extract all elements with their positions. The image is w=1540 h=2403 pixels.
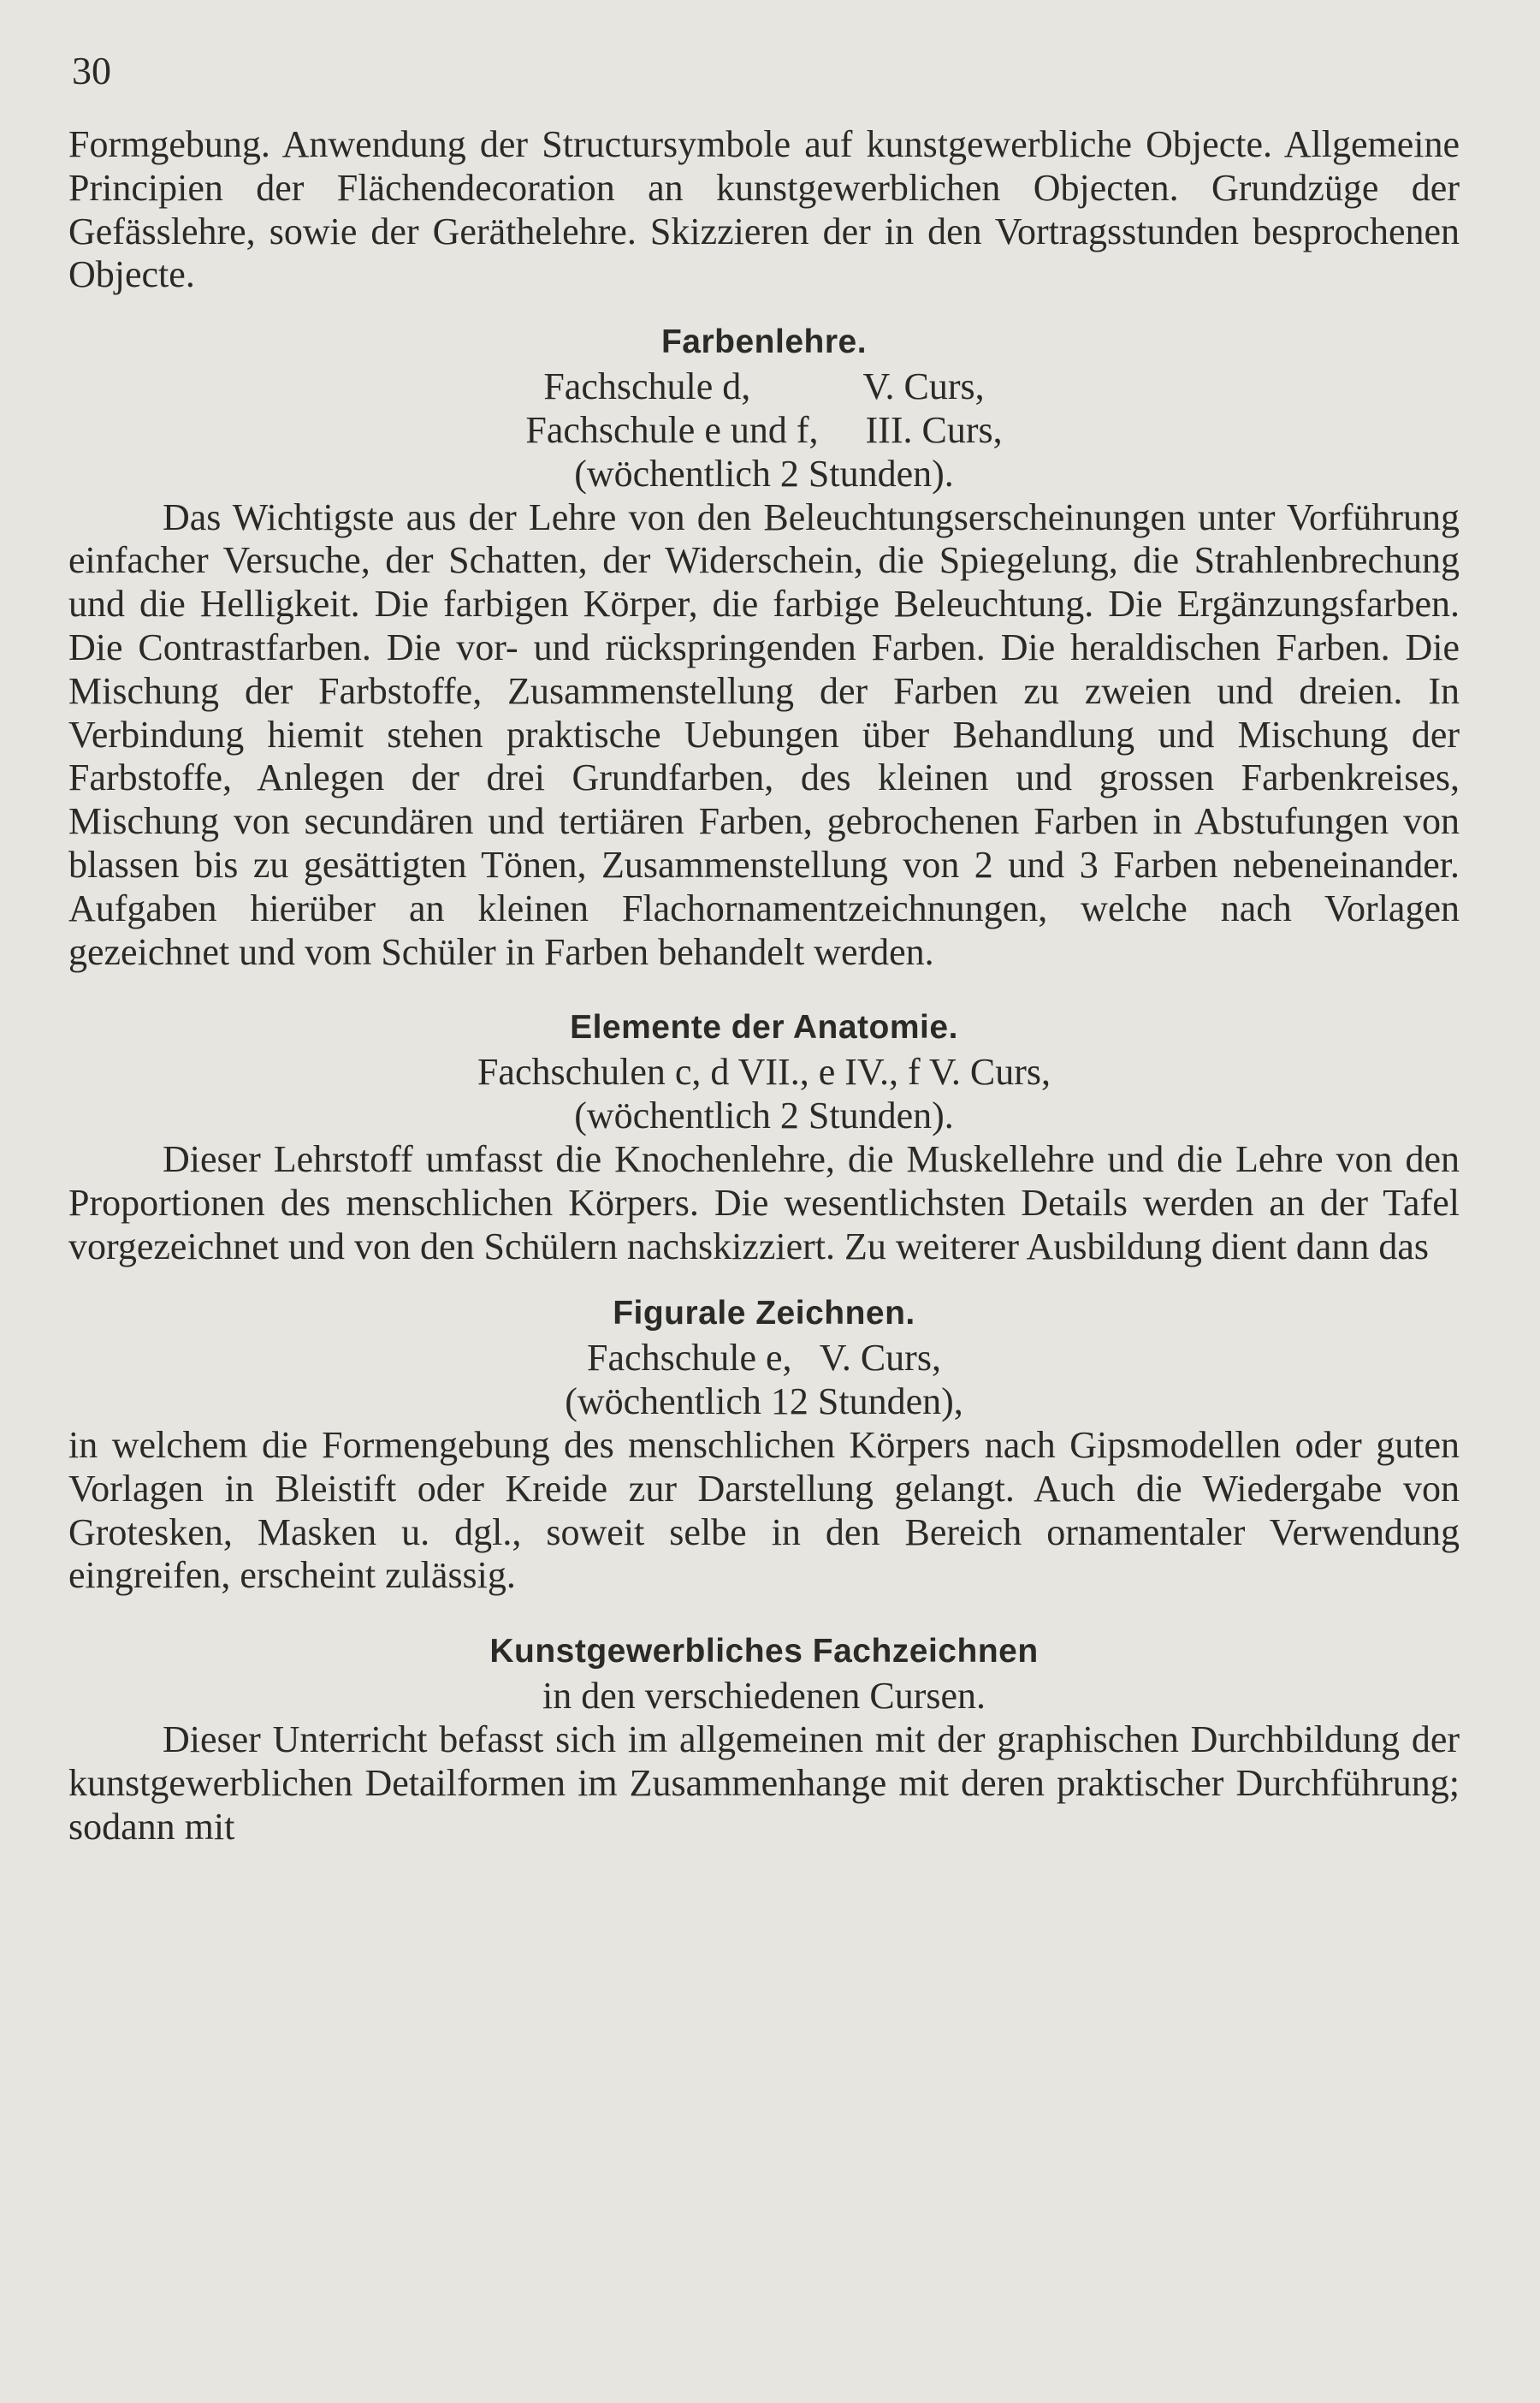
schedule-line: Fachschule e, V. Curs, [587,1337,941,1380]
schedule-line: Fachschule d, V. Curs, [543,365,985,408]
figurale-paragraph: in welchem die Formengebung des menschlichen Körpers nach Gipsmodellen oder guten Vorlagen in Bleistift oder Kreide zur Darstellung gelangt. Auch die Wiedergabe von Grotesken, Masken u. dgl., soweit selbe in den Bereich ornamentaler Verwendung eingreifen, erscheint zulässig. [68,1423,1460,1597]
section-heading-anatomie: Elemente der Anatomie. [570,1009,958,1047]
schedule-line: (wöchentlich 2 Stunden). [574,452,954,495]
schedule-line: (wöchentlich 2 Stunden). [574,1095,954,1137]
intro-paragraph: Formgebung. Anwendung der Structursymbole auf kunstgewerbliche Objecte. Allgemeine Principien der Flächendecoration an kunstgewerblichen Objecten. Grundzüge der Gefässlehre, sowie der Geräthelehre. Skizzieren der in den Vortragsstunden besprochenen Objecte. [68,123,1460,296]
anatomie-paragraph: Dieser Lehrstoff umfasst die Knochenlehre, die Muskellehre und die Lehre von den Proportionen des menschlichen Körpers. Die wesentlichsten Details werden an der Tafel vorgezeichnet und von den Schülern nachskizziert. Zu weiterer Ausbildung dient dann das [68,1137,1460,1267]
fachzeichnen-paragraph: Dieser Unterricht befasst sich im allgemeinen mit der graphischen Durchbildung der kunstgewerblichen Detailformen im Zusammenhange mit deren praktischer Durchführung; sodann mit [68,1718,1460,1848]
schedule-line: Fachschule e und f, III. Curs, [525,408,1003,451]
section-heading-fachzeichnen: Kunstgewerbliches Fachzeichnen [489,1633,1039,1670]
schedule-line: in den verschiedenen Cursen. [542,1675,986,1718]
page-number: 30 [72,49,111,92]
schedule-line: Fachschulen c, d VII., e IV., f V. Curs, [477,1051,1051,1094]
section-heading-figurale: Figurale Zeichnen. [613,1295,915,1332]
farbenlehre-paragraph: Das Wichtigste aus der Lehre von den Beleuchtungserscheinungen unter Vorführung einfacher Versuche, der Schatten, der Widerschein, die Spiegelung, die Strahlenbrechung und die Helligkeit. Die farbigen Körper, die farbige Beleuchtung. Die Ergänzungsfarben. Die Contrastfarben. Die vor- und rückspringenden Farben. Die heraldischen Farben. Die Mischung der Farbstoffe, Zusammenstellung der Farben zu zweien und dreien. In Verbindung hiemit stehen praktische Uebungen über Behandlung und Mischung der Farbstoffe, Anlegen der drei Grundfarben, des kleinen und grossen Farbenkreises, Mischung von secundären und tertiären Farben, gebrochenen Farben in Abstufungen von blassen bis zu gesättigten Tönen, Zusammenstellung von 2 und 3 Farben nebeneinander. Aufgaben hierüber an kleinen Flachornamentzeichnungen, welche nach Vorlagen gezeichnet und vom Schüler in Farben behandelt werden. [68,495,1460,973]
schedule-line: (wöchentlich 12 Stunden), [565,1380,963,1423]
section-heading-farbenlehre: Farbenlehre. [660,323,868,361]
